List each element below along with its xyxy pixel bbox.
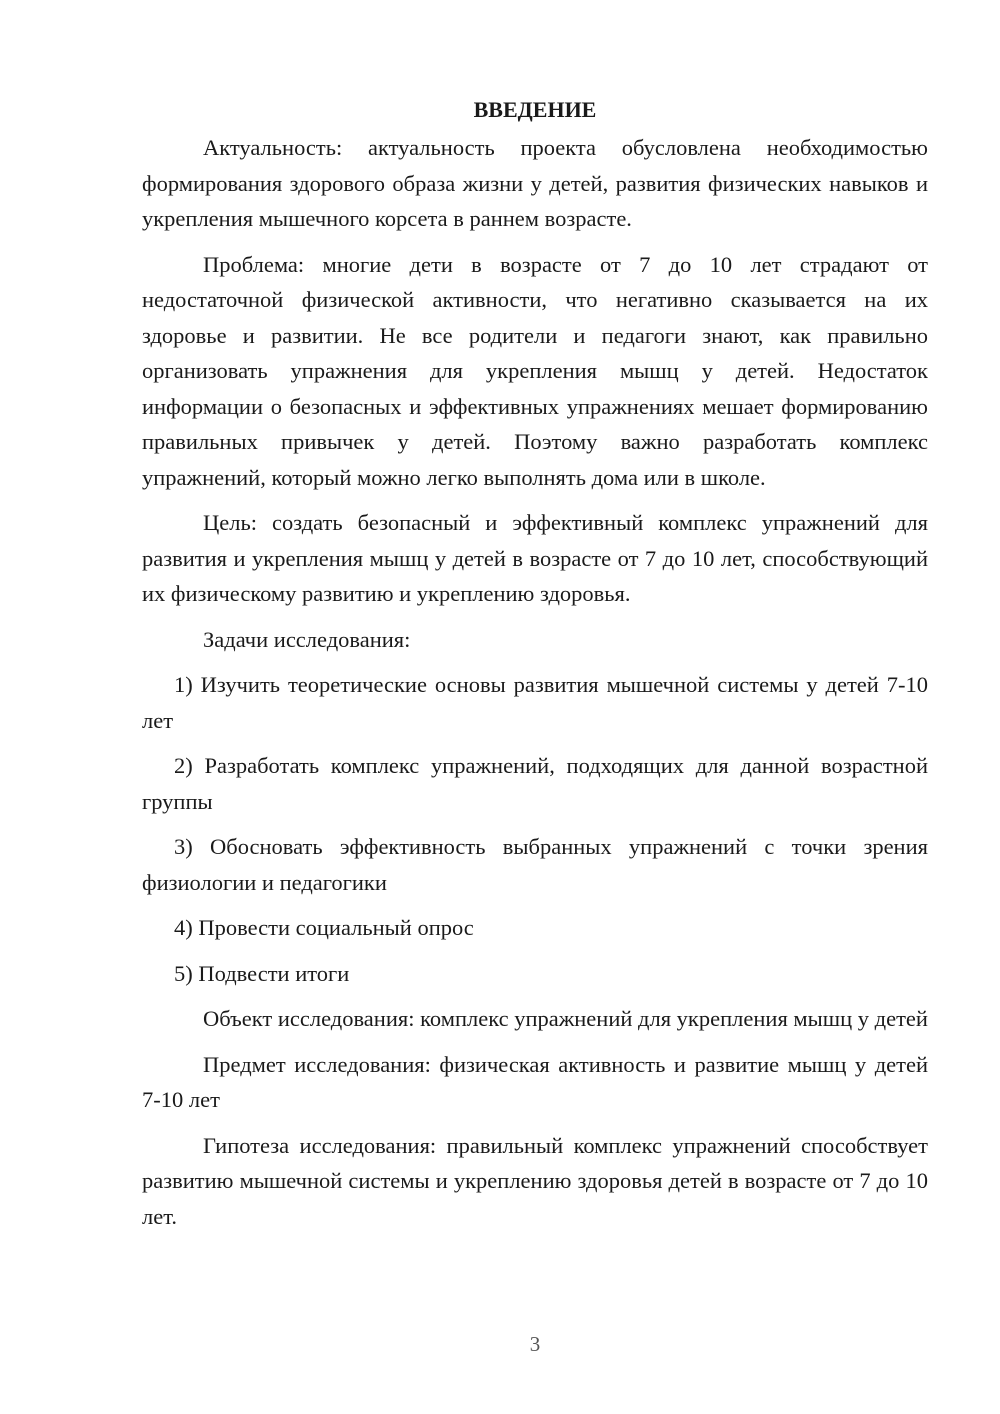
task-item-3: 3) Обосновать эффективность выбранных упражнений с точки зрения физиологии и педагогики: [142, 834, 928, 895]
tasks-heading: Задачи исследования:: [203, 626, 411, 652]
subject-paragraph: Предмет исследования: физическая активность и развитие мышц у детей 7-10 лет: [142, 1051, 928, 1112]
page-number: 3: [529, 1332, 541, 1356]
object-paragraph: Объект исследования: комплекс упражнений для укрепления мышц у детей: [203, 1006, 928, 1031]
document-page: [142, 92, 928, 1244]
task-item-5: 5) Подвести итоги: [174, 960, 350, 986]
task-item-2: 2) Разработать комплекс упражнений, подходящих для данной возрастной группы: [142, 753, 928, 814]
section-title: ВВЕДЕНИЕ: [473, 97, 597, 122]
problem-paragraph: Проблема: многие дети в возрасте от 7 до 10 лет страдают от недостаточной физической активности, что негативно сказывается на их здоровье и развитии. Не все родители и педагоги знают, как правильно организовать упражнения для укрепления мышц у детей. Недостаток информации о безопасных и эффективных упражнениях мешает формированию правильных привычек у детей. Поэтому важно разработать комплекс упражнений, который можно легко выполнять дома или в школе.: [142, 251, 928, 490]
hypothesis-paragraph: Гипотеза исследования: правильный комплекс упражнений способствует развитию мышечной системы и укреплению здоровья детей в возрасте от 7 до 10 лет.: [142, 1132, 928, 1229]
relevance-paragraph: Актуальность: актуальность проекта обусловлена необходимостью формирования здорового образа жизни у детей, развития физических навыков и укрепления мышечного корсета в раннем возрасте.: [142, 135, 928, 231]
task-item-1: 1) Изучить теоретические основы развития мышечной системы у детей 7-10 лет: [142, 672, 928, 733]
task-item-4: 4) Провести социальный опрос: [174, 915, 474, 940]
goal-paragraph: Цель: создать безопасный и эффективный комплекс упражнений для развития и укрепления мышц у детей в возрасте от 7 до 10 лет, способствующий их физическому развитию и укреплению здоровья.: [142, 510, 928, 606]
